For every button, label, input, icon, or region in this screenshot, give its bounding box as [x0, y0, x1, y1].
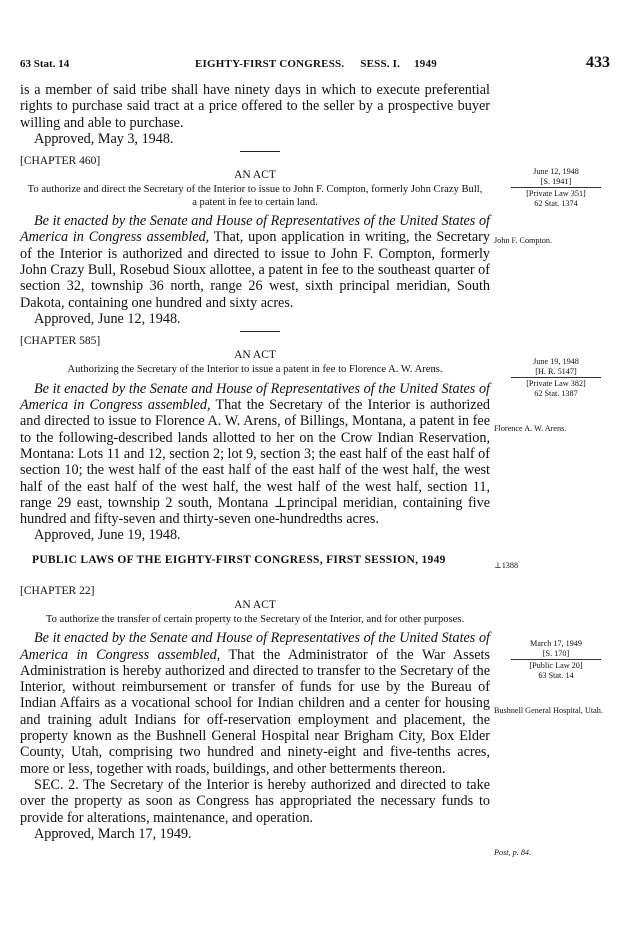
section-divider: [240, 331, 280, 332]
margin-law: [Private Law 351]: [511, 187, 601, 199]
margin-stat: 63 Stat. 14: [538, 670, 574, 680]
chapter-585-label: [CHAPTER 585]: [20, 335, 101, 348]
margin-page-ref: ⊥1388: [494, 561, 519, 570]
chapter-22-act: AN ACT: [234, 598, 276, 611]
page-number: 433: [586, 54, 610, 71]
margin-citation-460: [494, 167, 618, 208]
margin-note-compton: John F. Compton.: [494, 236, 553, 245]
chapter-460-title: To authorize and direct the Secretary of the Interior to issue to John F. Compton, formerly John Crazy Bull, a patent in fee to certain land.: [27, 184, 483, 208]
margin-note-arens: Florence A. W. Arens.: [494, 424, 567, 433]
chapter-585-text: That the Secretary of the Interior is authorized and directed to issue to Florence A. W. Arens, of Billings, Montana, a patent in fee to the following-described lands allotted to her on the Crow Indian Reservation, Montana: Lots 11 and 12, section 2; lot 9, section 3; the east half of the east half of section 10; the west half of the east half of the east half of the west half, the west half of the east half of the west half, the west half of the west half, section 11, range 29 east, township 2 south, Montana ⊥principal meridian, containing five hundred and fifty-seven and thirty-seven one-hundredths acres.: [20, 397, 490, 528]
chapter-22-enacting-clause: Be it enacted by the Senate and House of Representatives of the United States of America in Congress assembled,: [20, 630, 490, 663]
margin-date: June 12, 1948: [533, 167, 579, 176]
margin-stat: 62 Stat. 1374: [534, 198, 578, 208]
margin-citation-585: [494, 357, 618, 398]
intro-approved: Approved, May 3, 1948.: [34, 130, 174, 147]
margin-notes-column: [494, 0, 618, 934]
margin-bill: [H. R. 5147]: [535, 366, 577, 376]
chapter-585-title: Authorizing the Secretary of the Interior to issue a patent in fee to Florence A. W. Arens.: [67, 364, 443, 376]
header-stat-citation: 63 Stat. 14: [20, 58, 70, 70]
chapter-22-label: [CHAPTER 22]: [20, 584, 95, 597]
margin-stat: 62 Stat. 1387: [534, 388, 578, 398]
chapter-22-body: [20, 630, 490, 777]
margin-date: June 19, 1948: [533, 357, 579, 366]
chapter-585-enacting-clause: Be it enacted by the Senate and House of Representatives of the United States of America in Congress assembled,: [20, 380, 490, 414]
margin-bill: [S. 170]: [542, 648, 570, 658]
spacer: [20, 566, 490, 584]
header-session: SESS. I.: [360, 58, 401, 70]
chapter-460-text: That, upon application in writing, the Secretary of the Interior is authorized and directed to issue to John F. Compton, formerly John Crazy Bull, Rosebud Sioux allottee, a patent in fee to the southeast quarter of section 32, township 36 north, range 26 west, sixth principal meridian, South Dakota, containing one hundred and sixty acres.: [20, 229, 490, 311]
public-laws-heading: PUBLIC LAWS OF THE EIGHTY-FIRST CONGRESS, FIRST SESSION, 1949: [32, 553, 446, 566]
margin-bill: [S. 1941]: [540, 176, 572, 186]
main-column: [20, 82, 490, 842]
header-congress: [195, 58, 437, 70]
margin-post-ref: Post, p. 84.: [494, 848, 532, 857]
chapter-460-body: [20, 213, 490, 311]
section-divider: [240, 151, 280, 152]
margin-date: March 17, 1949: [529, 639, 583, 648]
chapter-22-section-2: SEC. 2. The Secretary of the Interior is hereby authorized and directed to take over the property as soon as Congress has appropriated the necessary funds to provide for alterations, maintenance, and operation.: [20, 776, 490, 826]
chapter-460-approved: Approved, June 12, 1948.: [34, 310, 181, 327]
margin-citation-22: [494, 639, 618, 680]
margin-note-bushnell: Bushnell General Hospital, Utah.: [494, 706, 603, 715]
chapter-460-enacting-clause: Be it enacted by the Senate and House of Representatives of the United States of America in Congress assembled,: [20, 213, 490, 246]
chapter-460-label: [CHAPTER 460]: [20, 155, 101, 168]
intro-paragraph: is a member of said tribe shall have ninety days in which to execute preferential rights to purchase said tract at a price offered to the seller by a prospective buyer willing and able to purchase.: [20, 82, 490, 131]
margin-law: [Public Law 20]: [511, 659, 601, 671]
header-congress-name: EIGHTY-FIRST CONGRESS.: [195, 58, 345, 70]
chapter-585-act: AN ACT: [234, 349, 276, 362]
header-year: 1949: [414, 58, 437, 70]
chapter-22-approved: Approved, March 17, 1949.: [34, 825, 192, 842]
chapter-585-body: [20, 381, 490, 528]
chapter-22-text: That the Administrator of the War Assets Administration is hereby authorized and directed to transfer to the Secretary of the Interior, without reimbursement or transfer of funds for use by the Bureau of Indian Affairs as a vocational school for Indian children and a center for housing and training adult Indians for off-reservation employment and placement, the property known as the Bushnell General Hospital near Brigham City, Box Elder County, Utah, comprising two hundred and ninety-eight and five-tenths acres, more or less, together with roads, buildings, and other betterments thereon.: [20, 646, 490, 777]
chapter-22-title: To authorize the transfer of certain property to the Secretary of the Interior, and for other purposes.: [45, 613, 465, 625]
chapter-460-act: AN ACT: [234, 169, 276, 182]
margin-law: [Private Law 382]: [511, 377, 601, 389]
chapter-585-approved: Approved, June 19, 1948.: [34, 527, 181, 544]
